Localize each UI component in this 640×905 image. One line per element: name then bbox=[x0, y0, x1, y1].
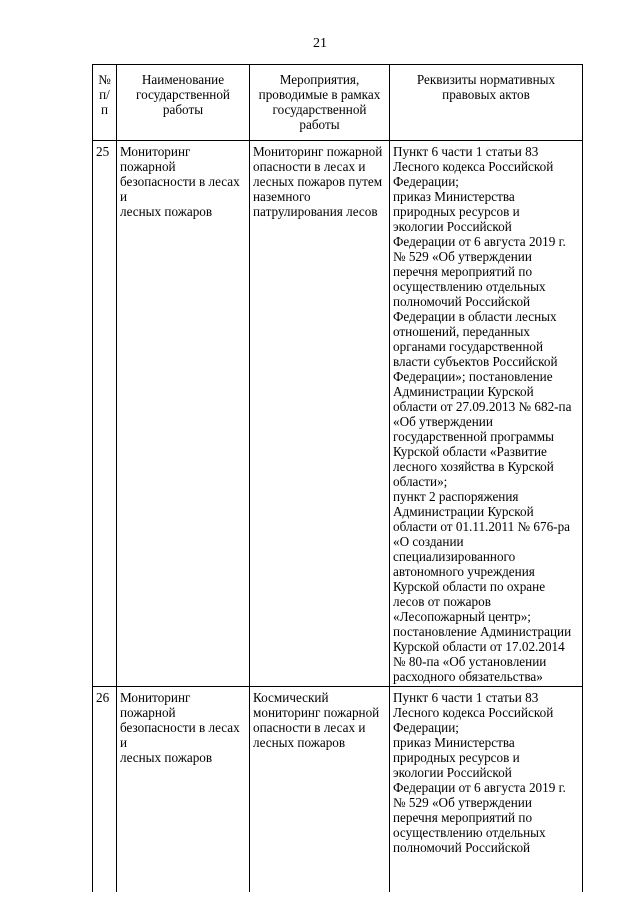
table-row bbox=[93, 141, 583, 687]
table-row bbox=[93, 687, 583, 893]
row-work-name: Мониторинг пожарной безопасности в лесах и лесных пожаров bbox=[117, 141, 250, 687]
table-header-row bbox=[93, 65, 583, 141]
page-number: 21 bbox=[313, 36, 327, 51]
header-number: № п/п bbox=[93, 65, 117, 141]
row-events: Мониторинг пожарной опасности в лесах и лесных пожаров путем наземного патрулирования лесов bbox=[250, 141, 390, 687]
row-number: 26 bbox=[93, 687, 117, 893]
row-work-name: Мониторинг пожарной безопасности в лесах и лесных пожаров bbox=[117, 687, 250, 893]
header-events: Мероприятия, проводимые в рамках государственной работы bbox=[250, 65, 390, 141]
header-legal-acts: Реквизиты нормативных правовых актов bbox=[390, 65, 583, 141]
row-legal-acts: Пункт 6 части 1 статьи 83 Лесного кодекса Российской Федерации; приказ Министерства природных ресурсов и экологии Российской Федерации от 6 августа 2019 г. № 529 «Об утверждении перечня мероприятий по осуществлению отдельных полномочий Российской bbox=[390, 687, 583, 893]
row-number: 25 bbox=[93, 141, 117, 687]
row-legal-acts: Пункт 6 части 1 статьи 83 Лесного кодекса Российской Федерации; приказ Министерства природных ресурсов и экологии Российской Федерации от 6 августа 2019 г. № 529 «Об утверждении перечня мероприятий по осуществлению отдельных полномочий Российской Федерации в области лесных отношений, переданных органами государственной власти субъектов Российской Федерации»; постановление Администрации Курской области от 27.09.2013 № 682-па «Об утверждении государственной программы Курской области «Развитие лесного хозяйства в Курской области»; пункт 2 распоряжения Администрации Курской области от 01.11.2011 № 676-ра «О создании специализированного автономного учреждения Курской области по охране лесов от пожаров «Лесопожарный центр»; постановление Администрации Курской области от 17.02.2014 № 80-па «Об установлении расходного обязательства» bbox=[390, 141, 583, 687]
row-events: Космический мониторинг пожарной опасности в лесах и лесных пожаров bbox=[250, 687, 390, 893]
header-work-name: Наименование государственной работы bbox=[117, 65, 250, 141]
state-work-table bbox=[92, 64, 583, 892]
